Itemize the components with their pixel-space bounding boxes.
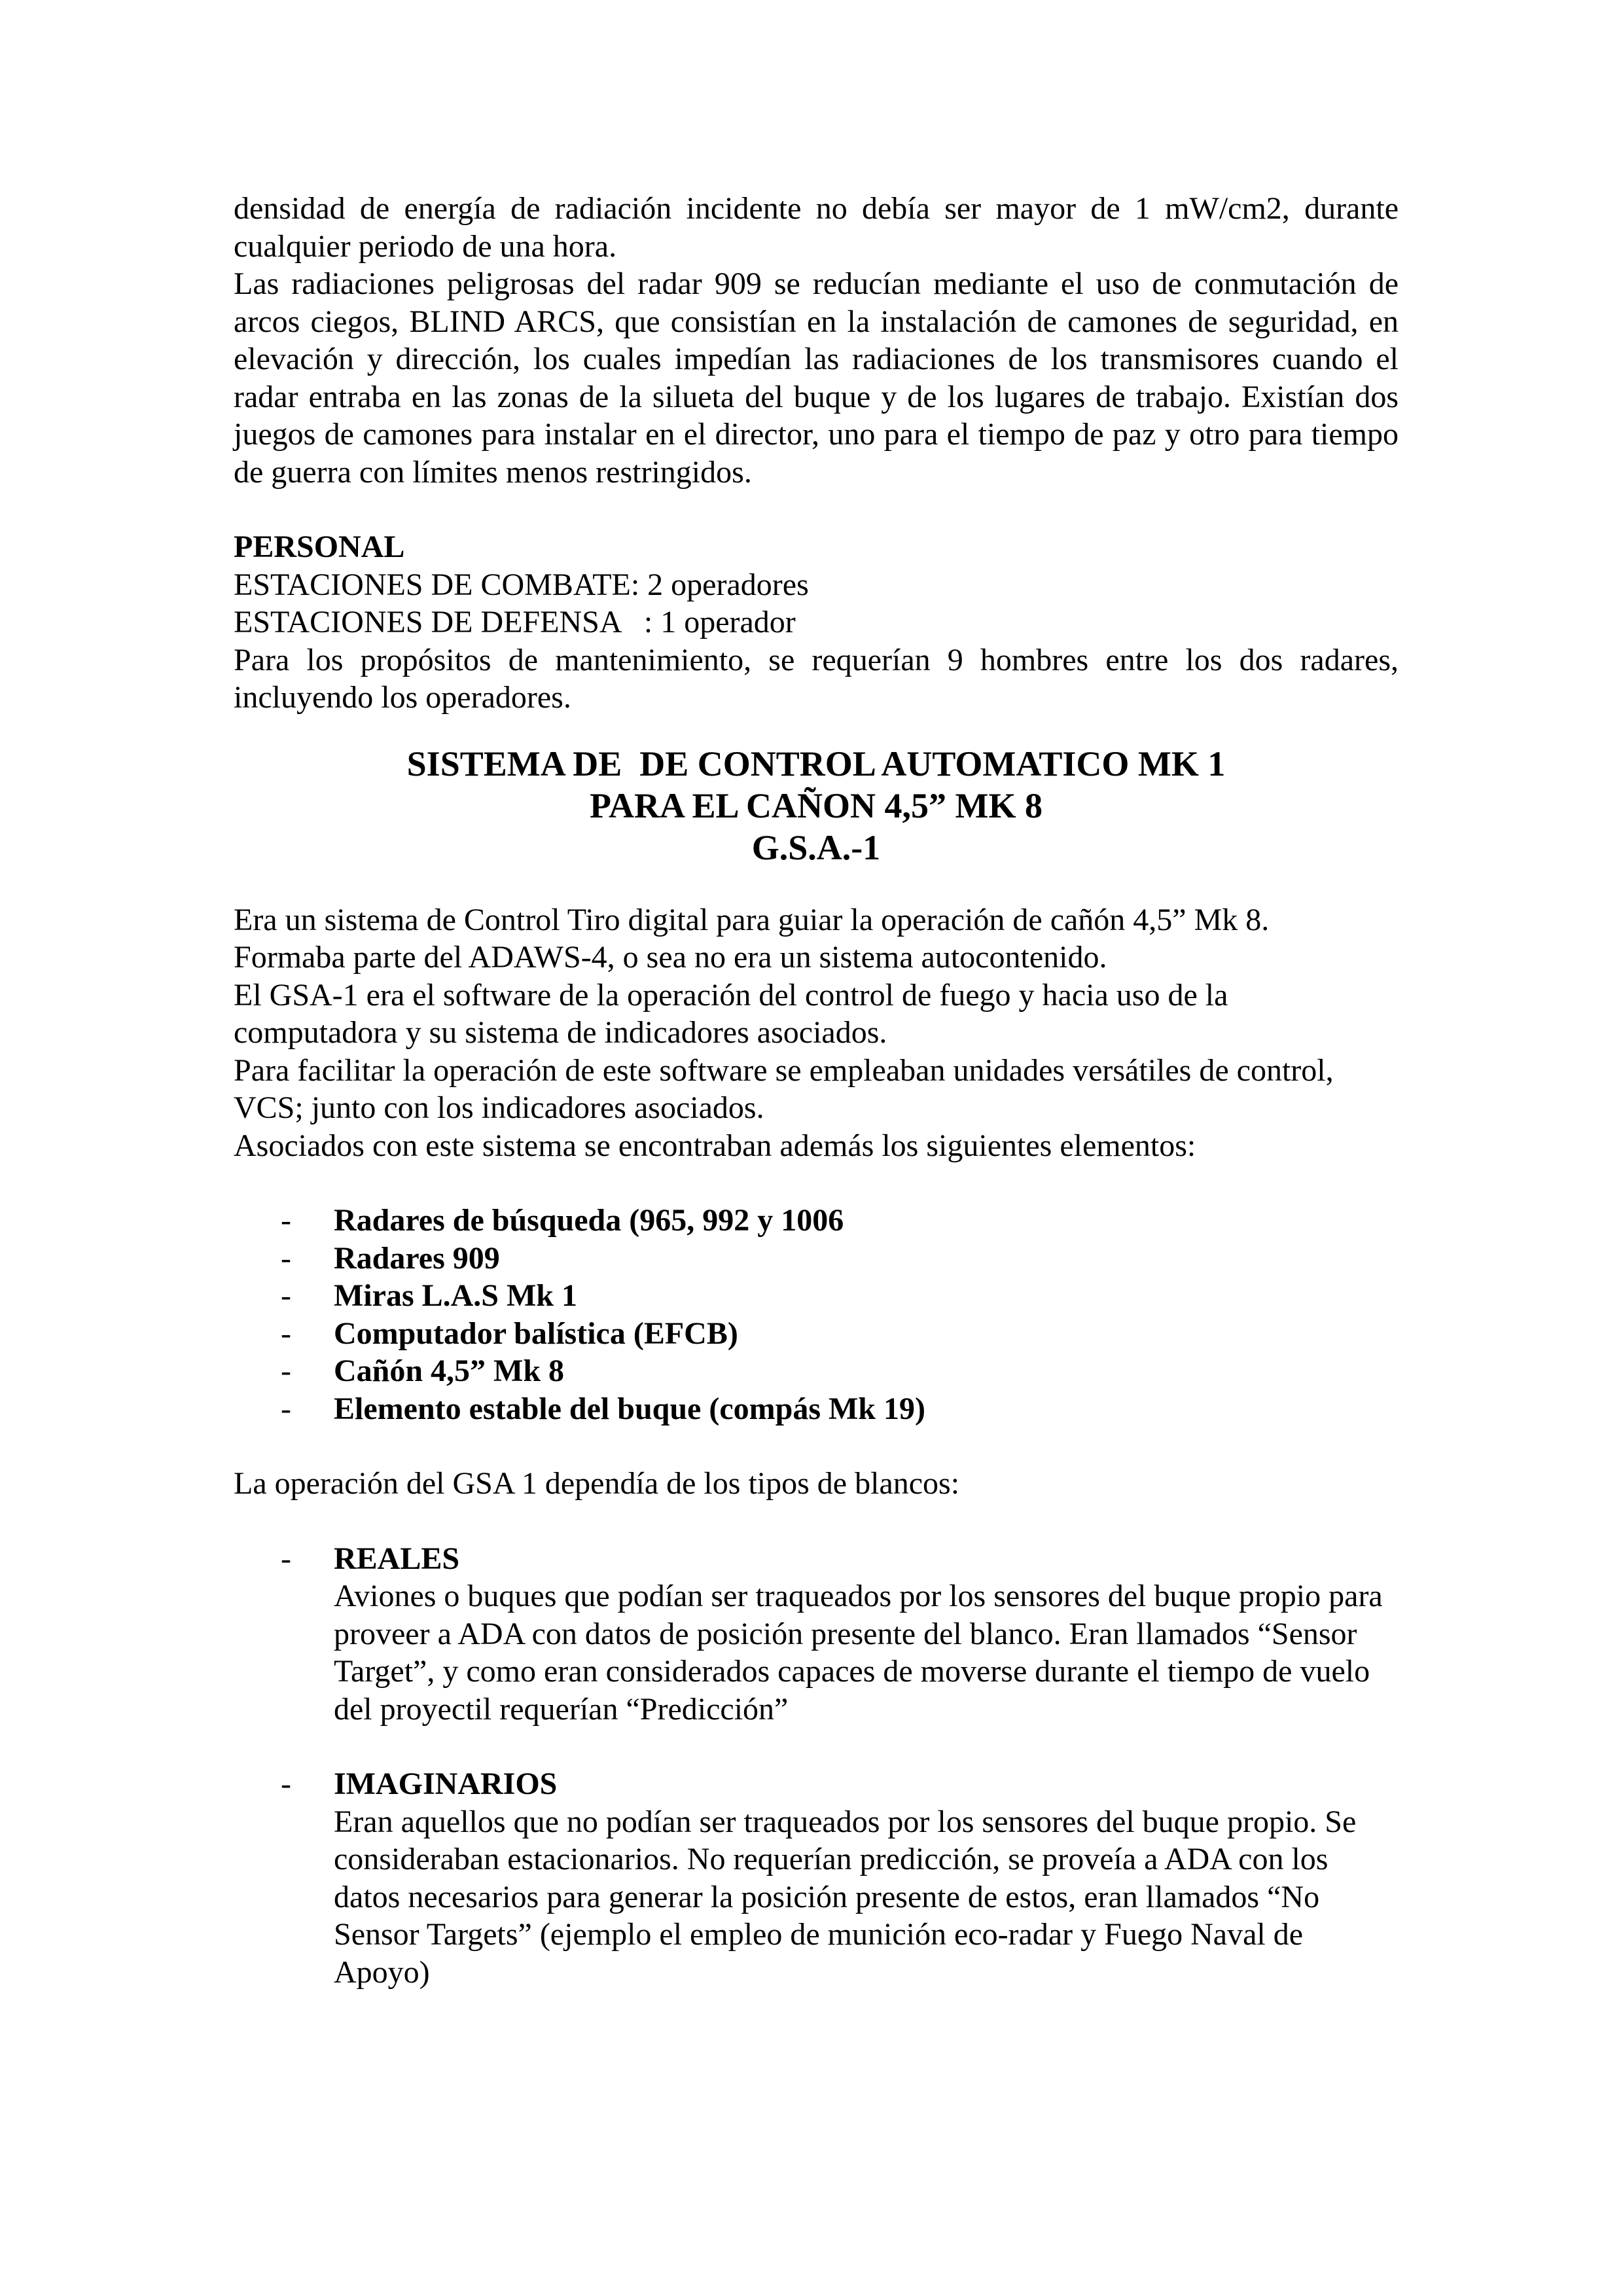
target-reales-text: Aviones o buques que podían ser traqueados por los sensores del buque propio para proveer a ADA con datos de posición presente del blanco. Eran llamados “Sensor Target”, y como eran considerados capaces de moverse durante el tiempo de vuelo del proyectil requerían “Predicción” bbox=[334, 1579, 1383, 1727]
body-paragraph-4: Para facilitar la operación de este software se empleaban unidades versátiles de control, VCS; junto con los indicadores asociados. bbox=[234, 1052, 1334, 1125]
dash-bullet: - bbox=[281, 1541, 291, 1576]
targets-intro: La operación del GSA 1 dependía de los tipos de blancos: bbox=[234, 1466, 960, 1501]
list-item bbox=[234, 1390, 1399, 1428]
list-item-text: Radares 909 bbox=[334, 1240, 500, 1276]
spacer bbox=[234, 1427, 1399, 1465]
targets-list-2 bbox=[234, 1765, 1399, 1991]
document-page bbox=[234, 190, 1399, 1991]
target-imaginarios bbox=[234, 1765, 1399, 1991]
list-item bbox=[234, 1315, 1399, 1353]
body-paragraph-2: Formaba parte del ADAWS-4, o sea no era un sistema autocontenido. bbox=[234, 940, 1107, 975]
dash-bullet: - bbox=[281, 1203, 291, 1238]
list-item bbox=[234, 1352, 1399, 1390]
elements-list bbox=[234, 1202, 1399, 1427]
personal-defensa: ESTACIONES DE DEFENSA : 1 operador bbox=[234, 605, 796, 639]
spacer bbox=[234, 1503, 1399, 1540]
section-title bbox=[234, 743, 1399, 869]
list-item bbox=[234, 1202, 1399, 1240]
dash-bullet: - bbox=[281, 1240, 291, 1276]
list-item-text: Miras L.A.S Mk 1 bbox=[334, 1278, 577, 1313]
spacer bbox=[234, 491, 1399, 528]
title-line-1: SISTEMA DE DE CONTROL AUTOMATICO MK 1 bbox=[406, 744, 1226, 783]
target-reales-heading: REALES bbox=[334, 1541, 460, 1576]
dash-bullet: - bbox=[281, 1354, 291, 1388]
spacer bbox=[234, 717, 1399, 743]
list-item-text: Radares de búsqueda (965, 992 y 1006 bbox=[334, 1203, 844, 1238]
personal-combate: ESTACIONES DE COMBATE: 2 operadores bbox=[234, 567, 809, 602]
list-item-text: Cañón 4,5” Mk 8 bbox=[334, 1354, 565, 1388]
dash-bullet: - bbox=[281, 1391, 291, 1426]
dash-bullet: - bbox=[281, 1278, 291, 1313]
intro-paragraph-1: densidad de energía de radiación incidente no debía ser mayor de 1 mW/cm2, durante cualquier periodo de una hora. bbox=[234, 191, 1399, 264]
body-paragraph-1: Era un sistema de Control Tiro digital para guiar la operación de cañón 4,5” Mk 8. bbox=[234, 902, 1270, 937]
list-item bbox=[234, 1240, 1399, 1278]
spacer bbox=[234, 1164, 1399, 1202]
spacer bbox=[234, 869, 1399, 901]
list-item-text: Elemento estable del buque (compás Mk 19) bbox=[334, 1391, 925, 1426]
target-reales bbox=[234, 1540, 1399, 1729]
dash-bullet: - bbox=[281, 1767, 291, 1801]
list-item bbox=[234, 1277, 1399, 1315]
target-imaginarios-heading: IMAGINARIOS bbox=[334, 1767, 558, 1801]
dash-bullet: - bbox=[281, 1316, 291, 1351]
body-paragraph-3: El GSA-1 era el software de la operación del control de fuego y hacia uso de la computadora y su sistema de indicadores asociados. bbox=[234, 977, 1228, 1050]
personal-mantenimiento: Para los propósitos de mantenimiento, se requerían 9 hombres entre los dos radares, incluyendo los operadores. bbox=[234, 642, 1399, 715]
targets-list bbox=[234, 1540, 1399, 1729]
title-line-2: PARA EL CAÑON 4,5” MK 8 bbox=[589, 785, 1043, 825]
personal-heading: PERSONAL bbox=[234, 529, 405, 564]
title-line-3: G.S.A.-1 bbox=[751, 827, 881, 867]
list-item-text: Computador balística (EFCB) bbox=[334, 1316, 738, 1351]
spacer bbox=[234, 1728, 1399, 1765]
intro-paragraph-2: Las radiaciones peligrosas del radar 909 se reducían mediante el uso de conmutación de arcos ciegos, BLIND ARCS, que consistían en la instalación de camones de seguridad, en elevación y dirección, los cuales impedían las radiaciones de los transmisores cuando el radar entraba en las zonas de la silueta del buque y de los lugares de trabajo. Existían dos juegos de camones para instalar en el director, uno para el tiempo de paz y otro para tiempo de guerra con límites menos restringidos. bbox=[234, 266, 1399, 490]
target-imaginarios-text: Eran aquellos que no podían ser traqueados por los sensores del buque propio. Se consideraban estacionarios. No requerían predicción, se proveía a ADA con los datos necesarios para generar la posición presente de estos, eran llamados “No Sensor Targets” (ejemplo el empleo de munición eco-radar y Fuego Naval de Apoyo) bbox=[334, 1804, 1357, 1990]
body-paragraph-5: Asociados con este sistema se encontraban además los siguientes elementos: bbox=[234, 1128, 1196, 1163]
